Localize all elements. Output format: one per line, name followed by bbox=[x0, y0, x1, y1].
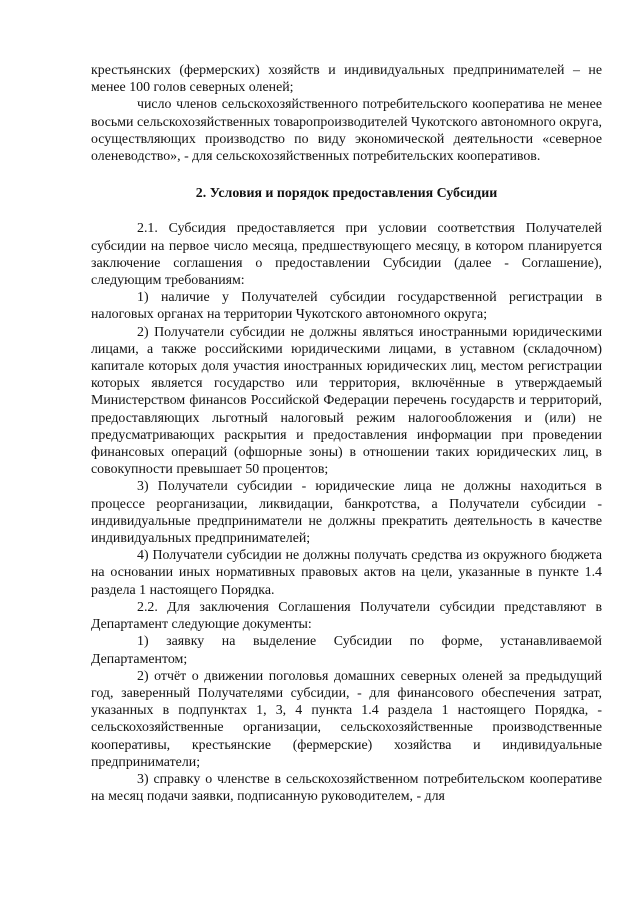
paragraph-2-2: 2.2. Для заключения Соглашения Получатели субсидии представляют в Департамент следующие документы: bbox=[91, 599, 602, 633]
paragraph-2-1-item-1: 1) наличие у Получателей субсидии государственной регистрации в налоговых органах на территории Чукотского автономного округа; bbox=[91, 290, 602, 323]
paragraph-2-2-item-2: 2) отчёт о движении поголовья домашних северных оленей за предыдущий год, заверенный Получателями субсидии, - для финансового обеспечения затрат, указанных в подпунктах 1, 3, 4 пункта 1.4 раздела 1 настоящего Порядка, - сельскохозяйственные организации, сельскохозяйственные производственные кооперативы, крестьянские (фермерские) хозяйства и индивидуальные предприниматели; bbox=[91, 668, 602, 770]
paragraph-2-2-item-3: 3) справку о членстве в сельскохозяйственном потребительском кооперативе на месяц подачи заявки, подписанную руководителем, - для bbox=[91, 771, 602, 805]
paragraph-2-1: 2.1. Субсидия предоставляется при условии соответствия Получателей субсидии на первое число месяца, предшествующего месяцу, в котором планируется заключение соглашения о предоставлении Субсидии (далее - Соглашение), следующим требованиям: bbox=[91, 221, 602, 289]
paragraph-2-1-item-2: 2) Получатели субсидии не должны являться иностранными юридическими лицами, а также российскими юридическими лицами, в уставном (складочном) капитале которых доля участия иностранных юридических лиц, местом регистрации которых является государство или территория, включённые в утверждаемый Министерством финансов Российской Федерации перечень государств и территорий, предоставляющих льготный налоговый режим налогообложения и (или) не предусматривающих раскрытия и предоставления информации при проведении финансовых операций (офшорные зоны) в отношении таких юридических лиц, в совокупности превышает 50 процентов; bbox=[91, 324, 602, 478]
paragraph-continuation: крестьянских (фермерских) хозяйств и индивидуальных предпринимателей – не менее 100 голов северных оленей; bbox=[91, 63, 602, 96]
paragraph-2-1-item-3: 3) Получатели субсидии - юридические лица не должны находиться в процессе реорганизации, ликвидации, банкротства, а Получатели субсидии - индивидуальные предприниматели не должны прекратить деятельность в качестве индивидуальных предпринимателей; bbox=[91, 479, 602, 547]
paragraph-cooperative-members: число членов сельскохозяйственного потребительского кооператива не менее восьми сельскохозяйственных товаропроизводителей Чукотского автономного округа, осуществляющих производство по виду экономической деятельности «северное оленеводство», - для сельскохозяйственных потребительских кооперативов. bbox=[91, 97, 602, 165]
section-heading: 2. Условия и порядок предоставления Субсидии bbox=[195, 186, 498, 202]
document-body bbox=[91, 62, 602, 805]
paragraph-2-1-item-4: 4) Получатели субсидии не должны получать средства из окружного бюджета на основании иных нормативных правовых актов на цели, указанные в пункте 1.4 раздела 1 настоящего Порядка. bbox=[91, 548, 602, 598]
paragraph-2-2-item-1: 1) заявку на выделение Субсидии по форме, устанавливаемой Департаментом; bbox=[91, 634, 602, 667]
